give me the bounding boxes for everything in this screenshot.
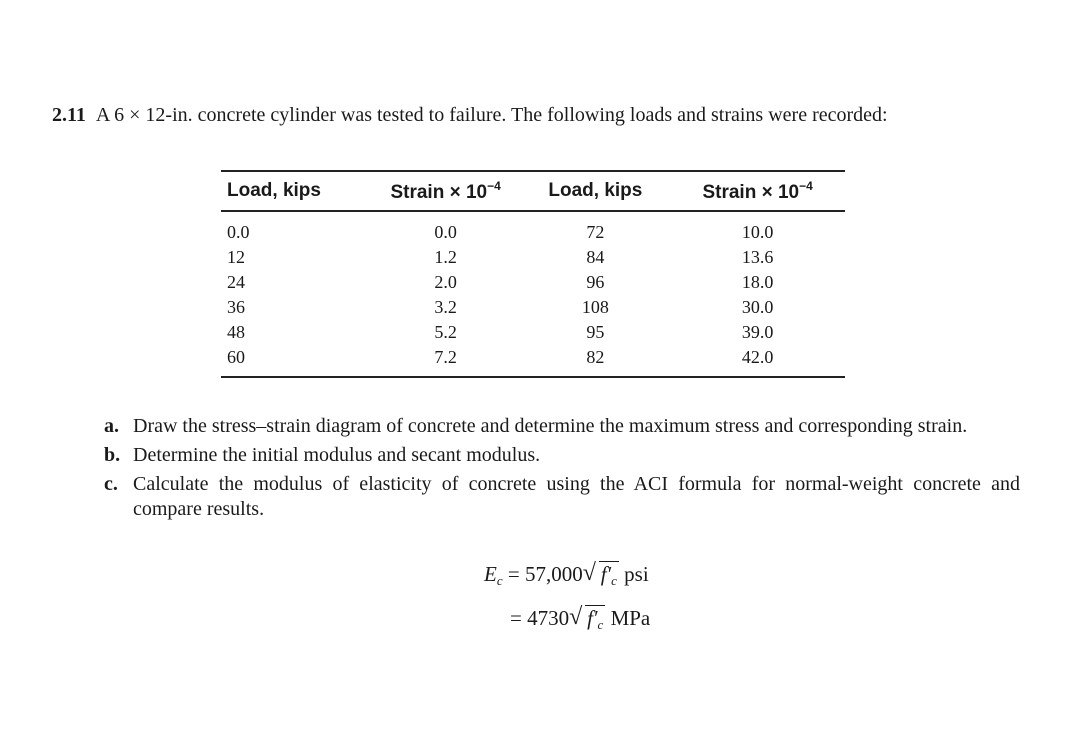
cell-load-2: 96 (586, 272, 605, 292)
formula-coefficient: = 4730 (510, 606, 570, 630)
formula-unit: psi (618, 562, 649, 586)
cell-load-1: 36 (227, 297, 245, 317)
question-text: Calculate the modulus of elasticity of concrete using the ACI formula for normal-weight concrete and compare results. (133, 473, 1020, 520)
table-row (221, 211, 845, 245)
problem-number: 2.11 (52, 104, 86, 126)
formula-lhs: E (484, 562, 497, 586)
problem-statement: A 6 × 12-in. concrete cylinder was tested to failure. The following loads and strains were recorded: (95, 104, 888, 126)
table-row (221, 295, 845, 320)
cell-strain-2: 10.0 (741, 222, 774, 242)
cell-strain-2: 42.0 (741, 347, 774, 367)
table-row (221, 320, 845, 345)
table-row (221, 245, 845, 270)
table-row (221, 270, 845, 295)
question-a (104, 414, 1020, 439)
question-b (104, 443, 1020, 468)
cell-load-1: 60 (227, 347, 245, 367)
cell-load-2: 82 (586, 347, 605, 367)
cell-strain-1: 0.0 (434, 222, 457, 242)
cell-strain-2: 13.6 (741, 247, 774, 267)
problem-header (52, 104, 888, 127)
question-text: Determine the initial modulus and secant modulus. (133, 444, 541, 466)
header-strain-2: Strain × $10^{-4}$ (670, 171, 845, 211)
cell-strain-1: 3.2 (434, 297, 457, 317)
formula-mpa (510, 606, 650, 633)
cell-strain-2: 18.0 (741, 272, 774, 292)
cell-strain-2: 39.0 (741, 322, 774, 342)
table-header-row (221, 171, 845, 211)
cell-load-2: 84 (586, 247, 605, 267)
formula-unit: MPa (605, 606, 651, 630)
header-strain-1: Strain × $10^{-4}$ (371, 171, 521, 211)
question-list (104, 414, 1020, 526)
cell-strain-2: 30.0 (741, 297, 774, 317)
cell-load-1: 0.0 (227, 222, 250, 242)
cell-load-2: 108 (581, 297, 609, 317)
cell-strain-1: 2.0 (434, 272, 457, 292)
cell-load-2: 95 (586, 322, 605, 342)
cell-load-1: 12 (227, 247, 245, 267)
square-root: √ $f'_c$ (571, 606, 605, 633)
cell-strain-1: 5.2 (434, 322, 457, 342)
question-text: Draw the stress–strain diagram of concrete and determine the maximum stress and corresponding strain. (133, 415, 968, 437)
formula-psi (484, 562, 649, 589)
square-root: √ $f'_c$ (585, 562, 619, 589)
question-letter: a. (104, 415, 119, 437)
cell-load-1: 48 (227, 322, 245, 342)
load-strain-table (221, 170, 845, 378)
table-row (221, 345, 845, 377)
question-letter: b. (104, 444, 121, 466)
header-load-1: Load, kips (221, 171, 371, 211)
cell-strain-1: 7.2 (434, 347, 457, 367)
cell-load-2: 72 (586, 222, 605, 242)
question-letter: c. (104, 473, 118, 495)
cell-strain-1: 1.2 (434, 247, 457, 267)
cell-load-1: 24 (227, 272, 245, 292)
question-c (104, 472, 1020, 522)
formula-lhs-sub: c (496, 573, 503, 588)
header-load-2: Load, kips (521, 171, 671, 211)
formula-coefficient: = 57,000 (502, 562, 583, 586)
